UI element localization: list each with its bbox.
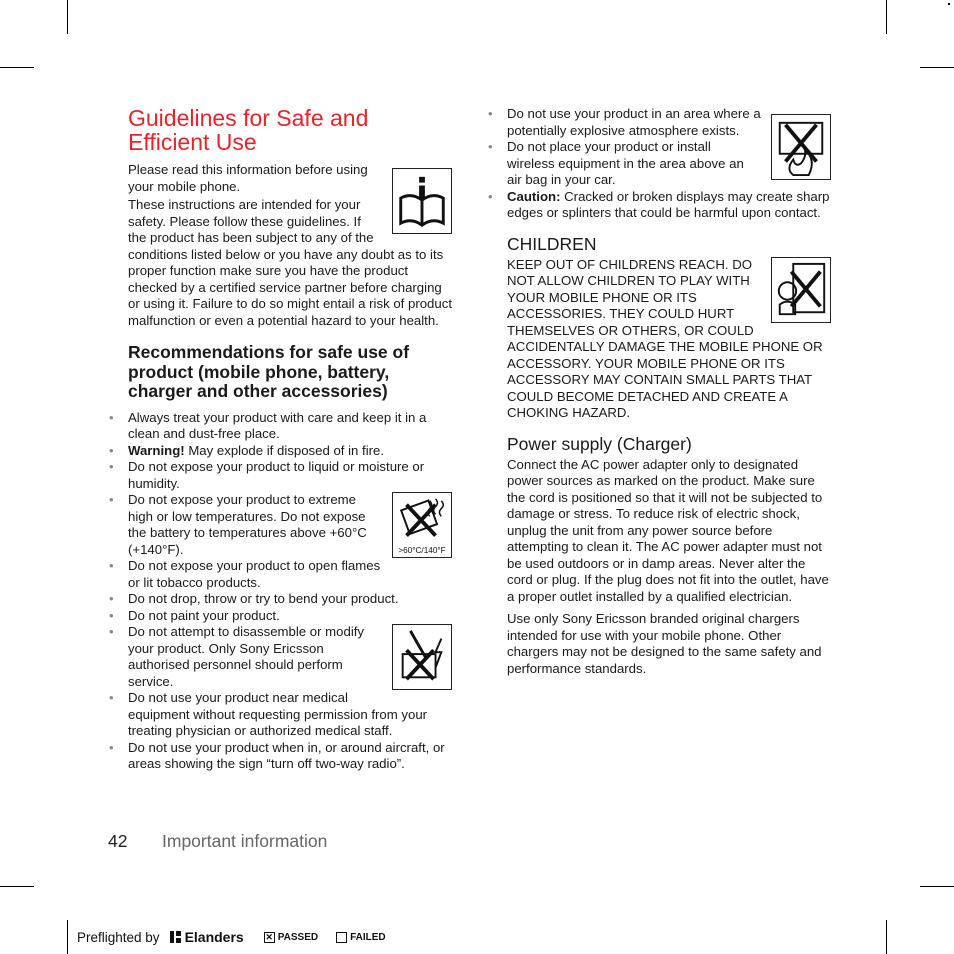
crop-mark xyxy=(67,0,68,34)
crop-mark xyxy=(886,0,887,34)
crop-mark xyxy=(920,886,954,887)
power-paragraph: Connect the AC power adapter only to designated power sources as marked on the product. Make sure the cord is positioned so that it will not be subjected to damage or stress. To reduce risk of electric shock, unplug the unit from any power source before attempting to clean it. The AC power adapter must not be used outdoors or in damp areas. Never alter the cord or plug. If the plug does not fit into the outlet, have a proper outlet installed by a qualified electrician. xyxy=(507,456,829,604)
list-item: • Do not use your product in an area where a potentially explosive atmosphere exists. xyxy=(507,106,831,139)
list-item: • Warning! May explode if disposed of in fire. xyxy=(128,443,452,460)
crop-mark xyxy=(920,67,954,68)
elanders-logo-icon xyxy=(170,931,182,943)
passed-checkbox: ✕ xyxy=(265,931,273,942)
left-column xyxy=(128,106,452,773)
read-manual-icon xyxy=(392,168,452,234)
temperature-warning-icon xyxy=(392,492,452,558)
list-item: • Do not expose your product to liquid or moisture or humidity. xyxy=(128,459,452,492)
no-disassemble-icon xyxy=(392,624,452,690)
elanders-logo: Elanders xyxy=(170,929,244,945)
caution-label: Caution: xyxy=(507,188,561,204)
intro-paragraph: These instructions are intended for your safety. Please follow these guidelines. If the product has been subject to any of the conditions listed below or you have any doubt as to its proper function make sure you have the product checked by a certified service partner before charging or using it. Failure to do so might entail a risk of product malfunction or even a potential hazard to your health. xyxy=(128,197,452,328)
page-number: 42 xyxy=(108,831,128,851)
crop-dot xyxy=(948,3,950,5)
keep-away-children-icon xyxy=(771,257,831,323)
warning-label: Warning! xyxy=(128,442,185,458)
preflight-label: Preflighted by xyxy=(77,929,160,945)
recommendations-heading: Recommendations for safe use of product (mobile phone, battery, charger and other accessories) xyxy=(128,342,410,401)
recommendations-list xyxy=(128,410,452,773)
failed-status: FAILED xyxy=(336,932,386,943)
right-column xyxy=(507,106,831,679)
page-title: Guidelines for Safe and Efficient Use xyxy=(128,105,369,155)
list-item: • Do not use your product near medical equipment without requesting permission from your treating physician or authorized medical staff. xyxy=(128,690,452,740)
preflight-bar xyxy=(77,929,398,945)
list-item: • Do not paint your product. xyxy=(128,608,452,625)
hazard-list xyxy=(507,106,831,222)
section-name: Important information xyxy=(162,831,328,851)
crop-mark xyxy=(0,886,34,887)
power-paragraph: Use only Sony Ericsson branded original chargers intended for use with your mobile phone. Other chargers may not be designed to the same safety and performance standards. xyxy=(507,611,822,676)
temperature-label: • >60°C/140°F xyxy=(398,546,446,556)
list-item: • Caution: Cracked or broken displays may create sharp edges or splinters that could be harmful upon contact. xyxy=(507,189,831,222)
list-item: • Do not expose your product to open flames or lit tobacco products. xyxy=(128,558,452,591)
list-item: • Do not attempt to disassemble or modify your product. Only Sony Ericsson authorised personnel should perform service. xyxy=(128,624,452,690)
list-item: • Always treat your product with care and keep it in a clean and dust-free place. xyxy=(128,410,452,443)
list-item: • Do not place your product or install wireless equipment in the area above an air bag in your car. xyxy=(507,139,831,189)
crop-mark xyxy=(0,67,34,68)
children-heading: CHILDREN xyxy=(507,233,597,254)
power-supply-heading: Power supply (Charger) xyxy=(507,433,692,454)
children-text: KEEP OUT OF CHILDRENS REACH. DO NOT ALLOW CHILDREN TO PLAY WITH YOUR MOBILE PHONE OR ITS ACCESSORIES. THEY COULD HURT THEMSELVES OR OTHERS, OR COULD ACCIDENTALLY DAMAGE THE MOBILE PHONE OR ACCESSORY. YOUR MOBILE PHONE OR ITS ACCESSORY MAY CONTAIN SMALL PARTS THAT COULD BECOME DETACHED AND CREATE A CHOKING HAZARD. xyxy=(507,256,823,420)
passed-status: ✕ PASSED xyxy=(265,931,319,943)
intro-paragraph: Please read this information before using your mobile phone. xyxy=(128,162,368,194)
failed-checkbox xyxy=(336,932,347,943)
crop-mark xyxy=(67,920,68,954)
list-item: • Do not use your product when in, or around aircraft, or areas showing the sign “turn off two-way radio”. xyxy=(128,740,452,773)
list-item: • Do not drop, throw or try to bend your product. xyxy=(128,591,452,608)
crop-mark xyxy=(886,920,887,954)
list-item: • >60°C/140°F Do not expose your product to extreme high or low temperatures. Do not expose the battery to temperatures above +60°C (+140°F). xyxy=(128,492,452,558)
